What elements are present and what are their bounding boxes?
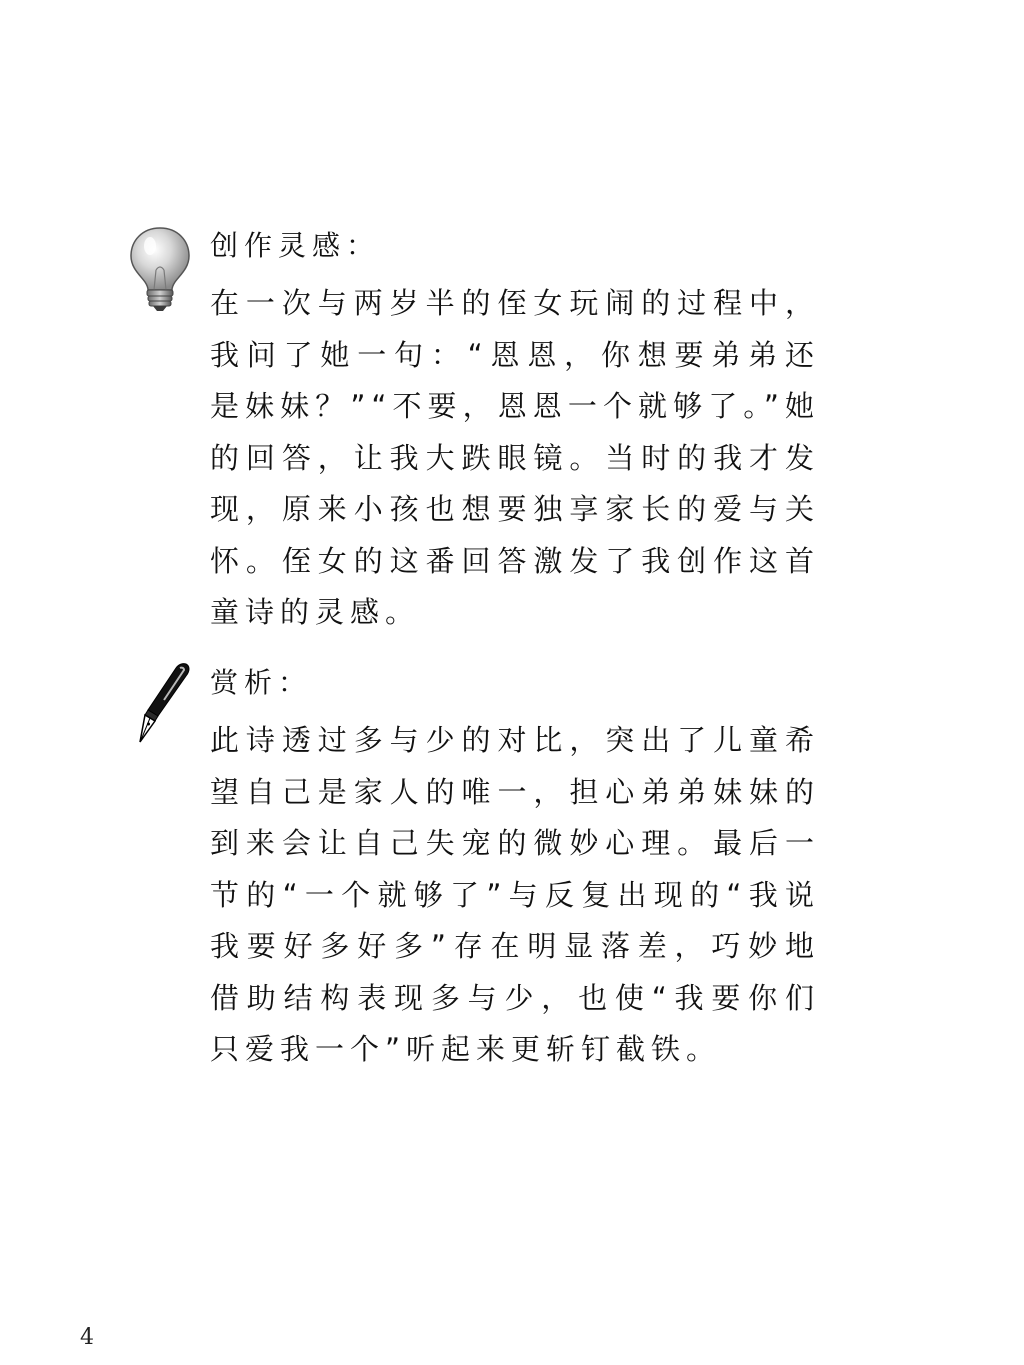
page-number: 4 xyxy=(80,1325,94,1350)
inspiration-heading: 创作灵感： xyxy=(210,229,381,262)
analysis-section xyxy=(210,663,820,1076)
inspiration-section xyxy=(210,226,820,639)
fountain-pen-icon xyxy=(134,662,192,744)
inspiration-body: 在一次与两岁半的侄女玩闹的过程中，我问了她一句：“恩恩，你想要弟弟还是妹妹？”“不要，恩恩一个就够了。”她的回答，让我大跌眼镜。当时的我才发现，原来小孩也想要独享家长的爱与关怀。侄女的这番回答激发了我创作这首童诗的灵感。 xyxy=(210,286,820,629)
analysis-body: 此诗透过多与少的对比，突出了儿童希望自己是家人的唯一，担心弟弟妹妹的到来会让自己失宠的微妙心理。最后一节的“一个就够了”与反复出现的“我说我要好多好多”存在明显落差，巧妙地借助结构表现多与少，也使“我要你们只爱我一个”听起来更斩钉截铁。 xyxy=(210,723,820,1066)
analysis-heading: 赏析： xyxy=(210,666,313,699)
lightbulb-icon xyxy=(128,226,192,312)
